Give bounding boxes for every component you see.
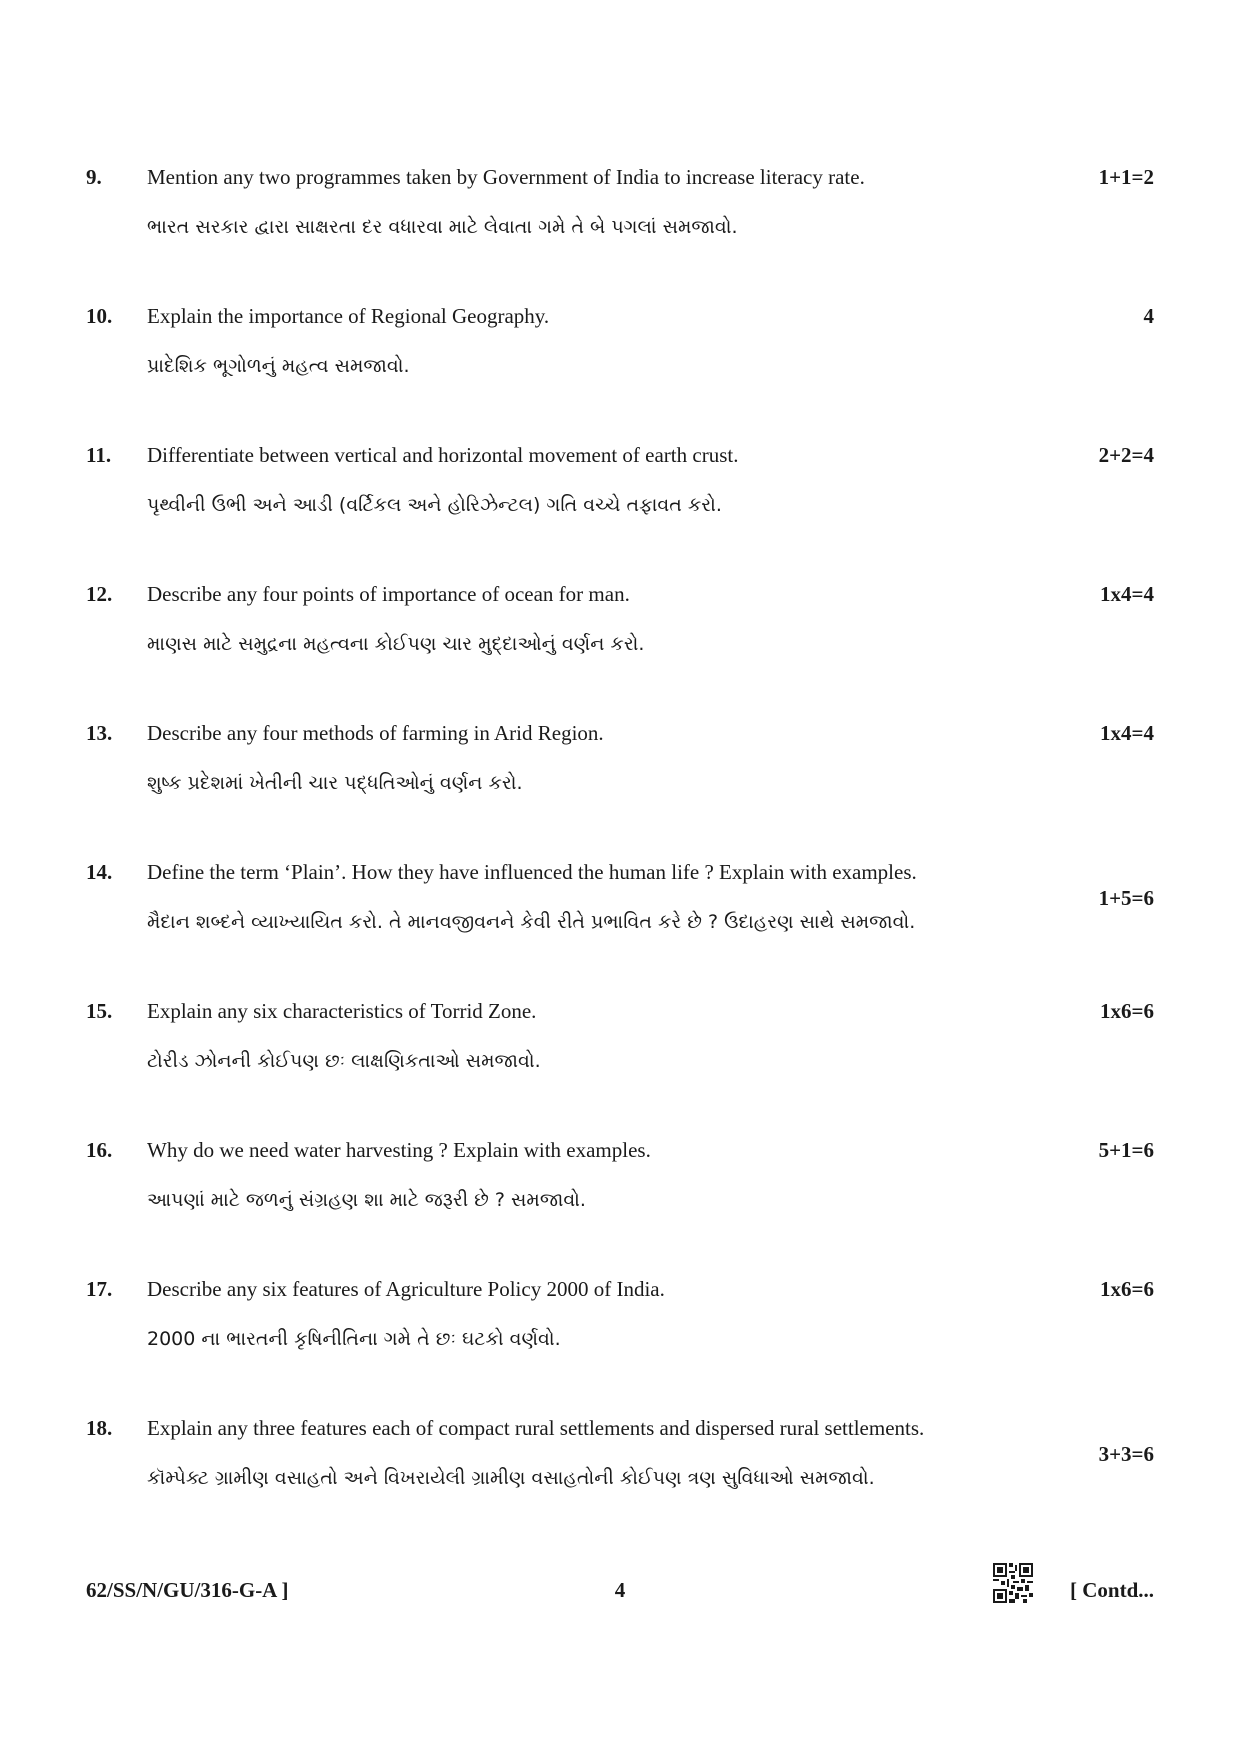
question-text-gujarati: 2000 ના ભારતની કૃષિનીતિના ગમે તે છઃ ઘટકો વર્ણવો. (147, 1328, 561, 1350)
question-marks: 1+1=2 (1098, 165, 1154, 189)
question-text-english: Explain the importance of Regional Geography. (147, 304, 550, 328)
question-text-gujarati: ટોરીડ ઝોનની કોઈપણ છઃ લાક્ષણિકતાઓ સમજાવો. (147, 1050, 541, 1072)
question-marks: 1x6=6 (1100, 999, 1154, 1023)
question-text-gujarati: માણસ માટે સમુદ્રના મહત્વના કોઈપણ ચાર મુદ્દાઓનું વર્ણન કરો. (147, 633, 645, 655)
paper-code: 62/SS/N/GU/316-G-A ] (86, 1578, 289, 1602)
question-marks: 1x6=6 (1100, 1277, 1154, 1301)
question-number: 12. (86, 582, 113, 606)
question-marks: 3+3=6 (1098, 1442, 1154, 1466)
question-marks: 1x4=4 (1100, 582, 1154, 606)
qr-code-icon (993, 1563, 1033, 1603)
question-text-gujarati: ભારત સરકાર દ્વારા સાક્ષરતા દર વધારવા માટે લેવાતા ગમે તે બે પગલાં સમજાવો. (147, 216, 738, 238)
question-text-english: Why do we need water harvesting ? Explain with examples. (147, 1138, 651, 1162)
question-number: 9. (86, 165, 102, 189)
question-text-gujarati: આપણાં માટે જળનું સંગ્રહણ શા માટે જરૂરી છે ? સમજાવો. (147, 1189, 586, 1211)
question-number: 16. (86, 1138, 113, 1162)
page-footer (0, 1577, 1240, 1607)
question-number: 18. (86, 1416, 113, 1440)
question-text-gujarati: શુષ્ક પ્રદેશમાં ખેતીની ચાર પદ્ધતિઓનું વર્ણન કરો. (147, 772, 523, 794)
question-text-english: Mention any two programmes taken by Government of India to increase literacy rate. (147, 165, 865, 189)
page-number: 4 (614, 1578, 626, 1602)
question-number: 14. (86, 860, 113, 884)
question-marks: 1+5=6 (1098, 886, 1154, 910)
question-number: 10. (86, 304, 113, 328)
question-text-english: Define the term ‘Plain’. How they have influenced the human life ? Explain with examples. (147, 860, 917, 884)
question-text-english: Explain any six characteristics of Torrid Zone. (147, 999, 537, 1023)
question-text-gujarati: પ્રાદેશિક ભૂગોળનું મહત્વ સમજાવો. (147, 355, 410, 377)
question-marks: 2+2=4 (1098, 443, 1154, 467)
question-text-gujarati: પૃથ્વીની ઉભી અને આડી (વર્ટિકલ અને હોરિઝેન્ટલ) ગતિ વચ્ચે તફાવત કરો. (147, 494, 722, 516)
question-text-gujarati: કૉમ્પેક્ટ ગ્રામીણ વસાહતો અને વિખરાયેલી ગ્રામીણ વસાહતોની કોઈપણ ત્રણ સુવિધાઓ સમજાવો. (147, 1467, 875, 1489)
question-text-english: Describe any four points of importance of ocean for man. (147, 582, 630, 606)
question-text-english: Differentiate between vertical and horizontal movement of earth crust. (147, 443, 739, 467)
question-text-english: Explain any three features each of compact rural settlements and dispersed rural settlements. (147, 1416, 925, 1440)
question-marks: 5+1=6 (1098, 1138, 1154, 1162)
question-number: 13. (86, 721, 113, 745)
question-marks: 1x4=4 (1100, 721, 1154, 745)
question-number: 17. (86, 1277, 113, 1301)
question-number: 11. (86, 443, 112, 467)
question-text-english: Describe any six features of Agriculture Policy 2000 of India. (147, 1277, 665, 1301)
question-text-gujarati: મૈદાન શબ્દને વ્યાખ્યાયિત કરો. તે માનવજીવનને કેવી રીતે પ્રભાવિત કરે છે ? ઉદાહરણ સાથે સમજાવો. (147, 911, 916, 933)
question-marks: 4 (1143, 304, 1154, 328)
question-number: 15. (86, 999, 113, 1023)
question-text-english: Describe any four methods of farming in Arid Region. (147, 721, 604, 745)
continued-label: [ Contd... (1069, 1578, 1154, 1602)
